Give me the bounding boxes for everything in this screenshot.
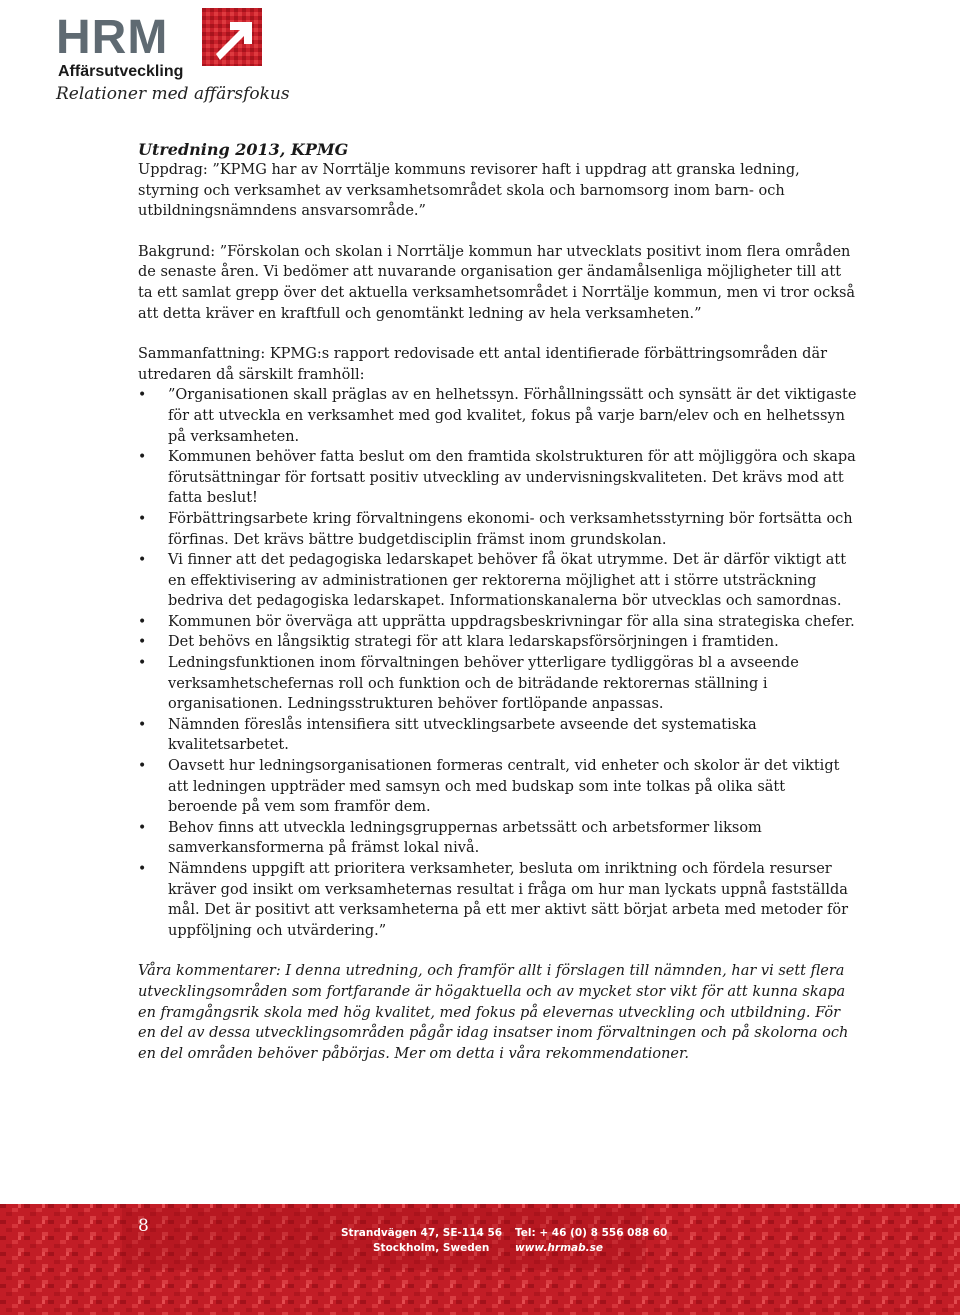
logo-subtitle: Affärsutveckling: [58, 63, 184, 80]
list-item: • Förbättringsarbete kring förvaltningens ekonomi- och verksamhetsstyrning bör fortsätta och förfinas. Det krävs bättre budgetdisciplin främst inom grundskolan.: [138, 509, 858, 550]
sammanfattning-paragraph: Sammanfattning: KPMG:s rapport redovisade ett antal identifierade förbättringsområden där utredaren då särskilt framhöll:: [138, 346, 828, 383]
company-logo: [56, 6, 290, 106]
list-item: • Nämndens uppgift att prioritera verksamheter, besluta om inriktning och fördela resurser kräver god insikt om verksamheternas resultat i fråga om hur man lyckats uppnå fastställda mål. Det är positivt att verksamheterna på ett mer aktivt sätt börjat arbeta med metoder för uppföljning och utvärdering.”: [138, 859, 858, 941]
list-item: • Vi finner att det pedagogiska ledarskapet behöver få ökat utrymme. Det är därför viktigt att en effektivisering av administrationen ger rektorerna möjlighet att i större utsträckning bedriva det pedagogiska ledarskapet. Informationskanalerna bör utvecklas och samordnas.: [138, 550, 858, 612]
footer-address-line2: Stockholm, Sweden: [373, 1242, 490, 1254]
document-body: [138, 140, 858, 1064]
logo-name: HRM: [56, 11, 169, 64]
logo-tagline: Relationer med affärsfokus: [56, 84, 290, 104]
bakgrund-paragraph: Bakgrund: ”Förskolan och skolan i Norrtälje kommun har utvecklats positivt inom flera områden de senaste åren. Vi bedömer att nuvarande organisation ger ändamålsenliga möjligheter till att ta ett samlat grepp över det aktuella verksamhetsområdet i Norrtälje kommun, men vi tror också att detta kräver en kraftfull och genomtänkt ledning av hela verksamheten.”: [138, 243, 856, 322]
page-footer: [0, 1204, 960, 1315]
list-item: • Ledningsfunktionen inom förvaltningen behöver ytterligare tydliggöras bl a avseende verksamhetschefernas roll och funktion och de biträdande rektorernas ställning i organisationen. Ledningsstrukturen behöver fortlöpande anpassas.: [138, 653, 858, 715]
footer-address-line1: Strandvägen 47, SE-114 56: [341, 1227, 503, 1239]
list-item: • Nämnden föreslås intensifiera sitt utvecklingsarbete avseende det systematiska kvalitetsarbetet.: [138, 715, 858, 756]
logo-arrow-icon: [202, 8, 262, 66]
page-number: 8: [138, 1216, 149, 1236]
footer-website-link[interactable]: www.hrmab.se: [515, 1242, 603, 1254]
comments-paragraph: Våra kommentarer: I denna utredning, och framför allt i förslagen till nämnden, har vi sett flera utvecklingsområden som fortfarande är högaktuella och av mycket stor vikt för att kunna skapa en framgångsrik skola med hög kvalitet, med fokus på elevernas utveckling och utbildning. För en del av dessa utvecklingsområden pågår idag insatser inom förvaltningen och på skolorna och en del områden behöver påbörjas. Mer om detta i våra rekommendationer.: [138, 963, 849, 1062]
list-item: • Oavsett hur ledningsorganisationen formeras centralt, vid enheter och skolor är det viktigt att ledningen uppträder med samsyn och med budskap som inte tolkas på olika sätt beroende på vem som framför dem.: [138, 756, 858, 818]
list-item: • Det behövs en långsiktig strategi för att klara ledarskapsförsörjningen i framtiden.: [138, 632, 858, 653]
section-heading: Utredning 2013, KPMG: [138, 140, 349, 159]
list-item: • Kommunen behöver fatta beslut om den framtida skolstrukturen för att möjliggöra och skapa förutsättningar för fortsatt positiv utveckling av undervisningskvaliteten. Det krävs mod att fatta beslut!: [138, 447, 858, 509]
list-item: • ”Organisationen skall präglas av en helhetssyn. Förhållningssätt och synsätt är det viktigaste för att utveckla en verksamhet med god kvalitet, fokus på varje barn/elev och en helhetssyn på verksamheten.: [138, 385, 858, 447]
footer-phone: Tel: + 46 (0) 8 556 088 60: [515, 1227, 668, 1239]
uppdrag-paragraph: Uppdrag: ”KPMG har av Norrtälje kommuns revisorer haft i uppdrag att granska ledning, styrning och verksamhet av verksamhetsområdet skola och barnomsorg inom barn- och utbildningsnämndens ansvarsområde.”: [138, 162, 800, 220]
list-item: • Behov finns att utveckla ledningsgruppernas arbetssätt och arbetsformer liksom samverkansformerna på främst lokal nivå.: [138, 818, 858, 859]
findings-list: [138, 385, 858, 941]
footer-info-panel: [122, 1208, 646, 1270]
list-item: • Kommunen bör överväga att upprätta uppdragsbeskrivningar för alla sina strategiska chefer.: [138, 612, 858, 633]
